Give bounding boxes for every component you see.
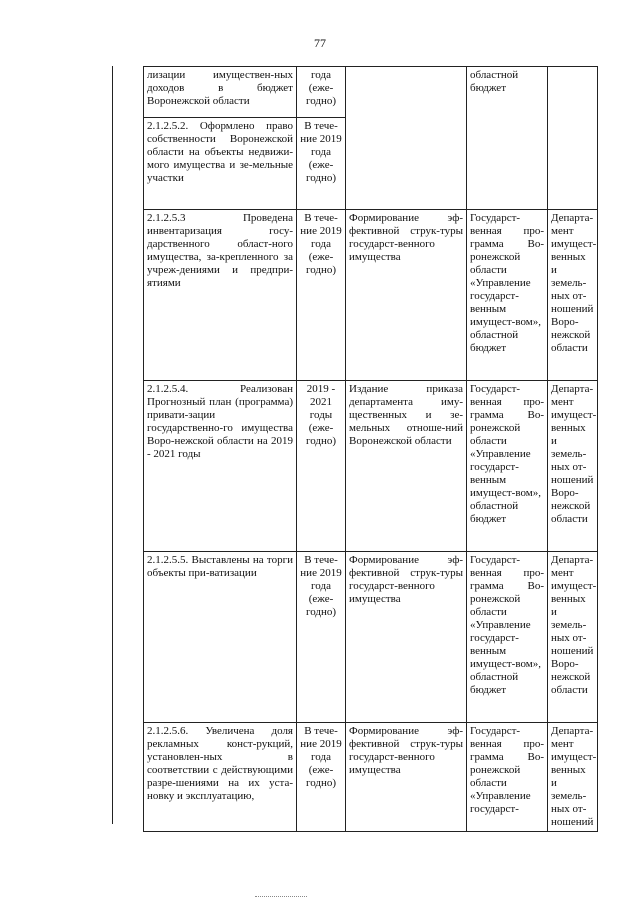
result-cell: Формирование эф-фективной струк-туры государст-венного имущества bbox=[346, 210, 467, 381]
term-cell: В тече-ние 2019 года (еже-годно) bbox=[297, 118, 346, 210]
result-cell: Формирование эф-фективной струк-туры государст-венного имущества bbox=[346, 723, 467, 832]
executor-cell: Департа-мент имущест-венных и земель-ных от-ношений Воро-нежской области bbox=[548, 210, 598, 381]
table-row bbox=[144, 381, 598, 552]
table-row bbox=[144, 67, 598, 118]
source-cell bbox=[467, 118, 548, 210]
result-cell bbox=[346, 118, 467, 210]
page-number: 77 bbox=[314, 36, 326, 50]
source-cell: Государст-венная про-грамма Во-ронежской области «Управление государст-венным имущест-вом», областной бюджет bbox=[467, 210, 548, 381]
task-cell: 2.1.2.5.3 Проведена инвентаризация госу-дарственного област-ного имущества, за-крепленного за учреж-дениями и предпри-ятиями bbox=[144, 210, 297, 381]
task-cell: 2.1.2.5.5. Выставлены на торги объекты при-ватизации bbox=[144, 552, 297, 723]
footer-dotted-mark bbox=[255, 896, 307, 898]
plan-table bbox=[143, 66, 598, 832]
source-cell: Государст-венная про-грамма Во-ронежской области «Управление государст-венным имущест-вом», областной бюджет bbox=[467, 381, 548, 552]
result-cell bbox=[346, 67, 467, 118]
task-cell: лизации имуществен-ных доходов в бюджет Воронежской области bbox=[144, 67, 297, 118]
table-row bbox=[144, 723, 598, 832]
task-cell: 2.1.2.5.6. Увеличена доля рекламных конст-рукций, установлен-ных в соответствии с действующими разре-шениями на их уста-новку и эксплуатацию, bbox=[144, 723, 297, 832]
result-cell: Издание приказа департамента иму-щественных и зе-мельных отноше-ний Воронежской области bbox=[346, 381, 467, 552]
term-cell: В тече-ние 2019 года (еже-годно) bbox=[297, 723, 346, 832]
table-row bbox=[144, 210, 598, 381]
source-cell: Государст-венная про-грамма Во-ронежской области «Управление государст- bbox=[467, 723, 548, 832]
task-cell: 2.1.2.5.2. Оформлено право собственности Воронежской области на объекты недвижи-мого имущества и зе-мельные участки bbox=[144, 118, 297, 210]
executor-cell bbox=[548, 118, 598, 210]
table-row bbox=[144, 552, 598, 723]
term-cell: В тече-ние 2019 года (еже-годно) bbox=[297, 210, 346, 381]
source-cell: областной бюджет bbox=[467, 67, 548, 118]
executor-cell: Департа-мент имущест-венных и земель-ных от-ношений Воро-нежской области bbox=[548, 381, 598, 552]
executor-cell bbox=[548, 67, 598, 118]
term-cell: В тече-ние 2019 года (еже-годно) bbox=[297, 552, 346, 723]
result-cell: Формирование эф-фективной струк-туры государст-венного имущества bbox=[346, 552, 467, 723]
left-margin-line bbox=[112, 66, 113, 824]
table-row bbox=[144, 118, 598, 210]
task-cell: 2.1.2.5.4. Реализован Прогнозный план (программа) привати-зации государственно-го имущества Воро-нежской области на 2019 - 2021 годы bbox=[144, 381, 297, 552]
term-cell: года (еже-годно) bbox=[297, 67, 346, 118]
executor-cell: Департа-мент имущест-венных и земель-ных от-ношений bbox=[548, 723, 598, 832]
term-cell: 2019 - 2021 годы (еже-годно) bbox=[297, 381, 346, 552]
source-cell: Государст-венная про-грамма Во-ронежской области «Управление государст-венным имущест-вом», областной бюджет bbox=[467, 552, 548, 723]
executor-cell: Департа-мент имущест-венных и земель-ных от-ношений Воро-нежской области bbox=[548, 552, 598, 723]
